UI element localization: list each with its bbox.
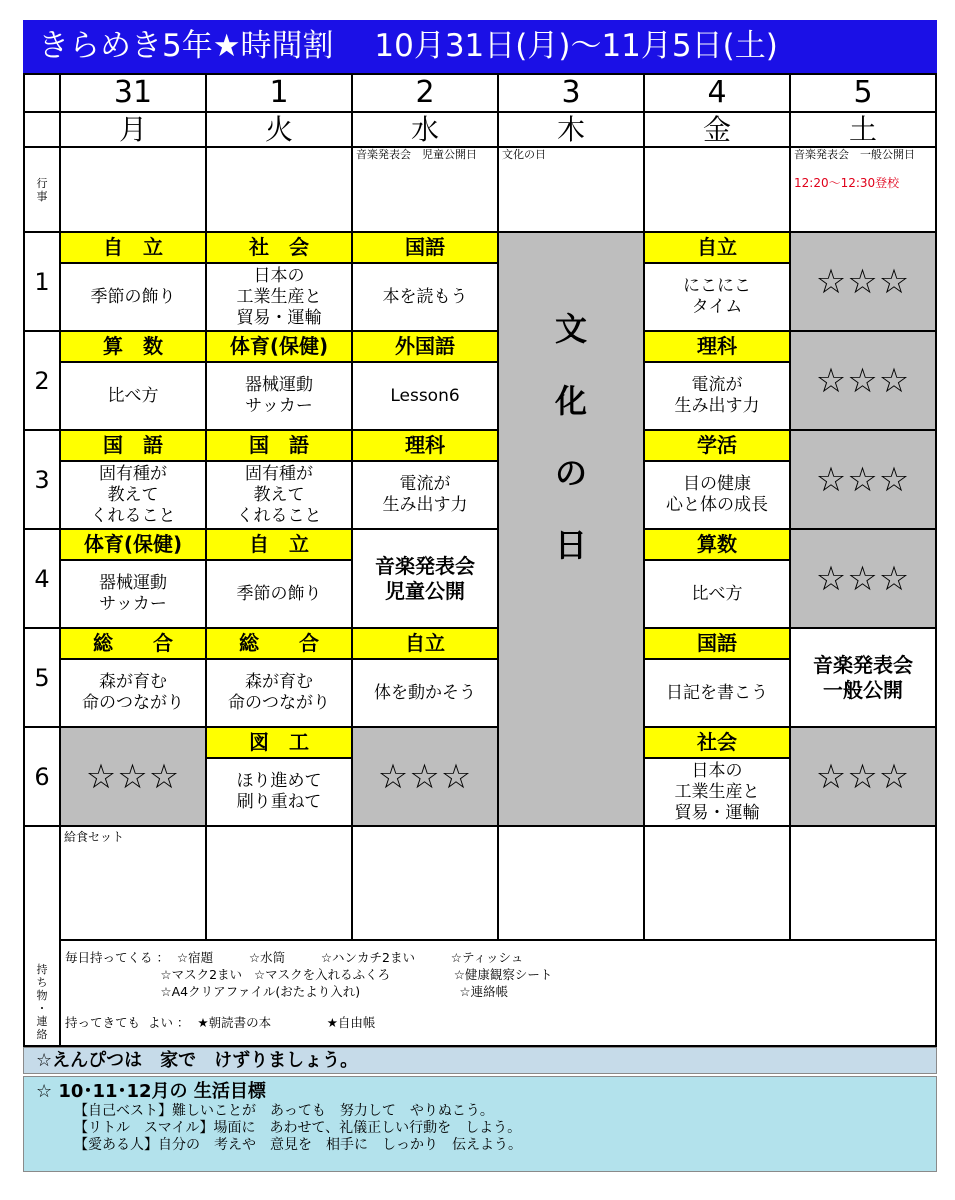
page-title: きらめき5年★時間割 10月31日(月)～11月5日(土) — [23, 20, 937, 73]
life-goal-3: 【愛ある人】自分の 考えや 意見を 相手に しっかり 伝えよう。 — [74, 1137, 522, 1153]
belongings-mon: 給食セット — [60, 826, 206, 940]
content-mon: 固有種が 教えて くれること — [60, 461, 206, 529]
daily-row — [24, 940, 936, 1046]
optional-items: 持ってきても よい ： ★朝読書の本 ★自由帳 — [65, 1015, 376, 1030]
subject-tue: 社 会 — [206, 232, 352, 263]
content-tue: 器械運動 サッカー — [206, 362, 352, 430]
holiday-char: 日 — [554, 526, 587, 564]
event-mon — [60, 147, 206, 232]
period-subject-row — [24, 628, 936, 659]
life-goals-title: ☆ 10･11･12月の 生活目標 — [36, 1081, 266, 1102]
life-goal-1: 【自己ベスト】難しいことが あっても 努力して やりぬこう。 — [74, 1103, 494, 1119]
weekday-wed: 水 — [352, 112, 498, 147]
subject-fri: 算数 — [644, 529, 790, 560]
belongings-fri — [644, 826, 790, 940]
date-fri: 4 — [644, 74, 790, 112]
empty-period-sat: ☆☆☆ — [790, 232, 936, 331]
periods-body — [24, 232, 936, 826]
subject-tue: 国 語 — [206, 430, 352, 461]
content-mon: 森が育む 命のつながり — [60, 659, 206, 727]
content-wed: 体を動かそう — [352, 659, 498, 727]
empty-period-sat: ☆☆☆ — [790, 727, 936, 826]
content-tue: 森が育む 命のつながり — [206, 659, 352, 727]
subject-wed: 理科 — [352, 430, 498, 461]
event-thu: 文化の日 — [498, 147, 644, 232]
period-number: 4 — [24, 529, 60, 628]
subject-tue: 体育(保健) — [206, 331, 352, 362]
corner-cell — [24, 74, 60, 112]
timetable — [23, 73, 937, 1047]
content-fri: 日記を書こう — [644, 659, 790, 727]
weekday-mon: 月 — [60, 112, 206, 147]
life-goal-2: 【リトル スマイル】場面に あわせて、礼儀正しい行動を しよう。 — [74, 1120, 522, 1136]
content-mon: 季節の飾り — [60, 263, 206, 331]
belongings-thu — [498, 826, 644, 940]
period-number: 2 — [24, 331, 60, 430]
pencil-note: ☆えんぴつは 家で けずりましょう。 — [23, 1047, 937, 1074]
belongings-wed — [352, 826, 498, 940]
empty-period-sat: ☆☆☆ — [790, 331, 936, 430]
period-subject-row — [24, 727, 936, 758]
empty-period-sat: ☆☆☆ — [790, 430, 936, 529]
subject-wed: 外国語 — [352, 331, 498, 362]
subject-tue: 総 合 — [206, 628, 352, 659]
holiday-char: 文 — [554, 310, 587, 348]
date-sat: 5 — [790, 74, 936, 112]
subject-tue: 図 工 — [206, 727, 352, 758]
subject-mon: 国 語 — [60, 430, 206, 461]
holiday-char: の — [554, 454, 587, 492]
subject-fri: 国語 — [644, 628, 790, 659]
period-subject-row — [24, 232, 936, 263]
event-tue — [206, 147, 352, 232]
empty-period-wed: ☆☆☆ — [352, 727, 498, 826]
weekday-row — [24, 112, 936, 147]
event-fri — [644, 147, 790, 232]
content-fri: 比べ方 — [644, 560, 790, 628]
period-subject-row — [24, 529, 936, 560]
subject-tue: 自 立 — [206, 529, 352, 560]
date-wed: 2 — [352, 74, 498, 112]
subject-mon: 算 数 — [60, 331, 206, 362]
subject-fri: 学活 — [644, 430, 790, 461]
event-sat-text: 音楽発表会 一般公開日 — [794, 148, 915, 161]
corner-cell — [24, 112, 60, 147]
belongings-tue — [206, 826, 352, 940]
event-sat-time: 12:20～12:30登校 — [794, 176, 900, 190]
subject-fri: 理科 — [644, 331, 790, 362]
period-number: 6 — [24, 727, 60, 826]
weekday-fri: 金 — [644, 112, 790, 147]
belongings-row — [24, 826, 936, 940]
events-row — [24, 147, 936, 232]
subject-mon: 自 立 — [60, 232, 206, 263]
content-sat: 音楽発表会 一般公開 — [790, 628, 936, 727]
subject-wed: 国語 — [352, 232, 498, 263]
content-fri: 電流が 生み出す力 — [644, 362, 790, 430]
content-wed: Lesson6 — [352, 362, 498, 430]
period-subject-row — [24, 430, 936, 461]
holiday-cell — [498, 232, 644, 826]
subject-wed: 自立 — [352, 628, 498, 659]
content-tue: 日本の 工業生産と 貿易・運輸 — [206, 263, 352, 331]
belongings-sat — [790, 826, 936, 940]
content-wed: 本を読もう — [352, 263, 498, 331]
subject-fri: 自立 — [644, 232, 790, 263]
period-number: 3 — [24, 430, 60, 529]
date-thu: 3 — [498, 74, 644, 112]
weekday-thu: 木 — [498, 112, 644, 147]
date-tue: 1 — [206, 74, 352, 112]
content-wed: 電流が 生み出す力 — [352, 461, 498, 529]
period-number: 5 — [24, 628, 60, 727]
daily-line-2: ☆マスク2まい ☆マスクを入れるふくろ ☆健康観察シート — [65, 967, 553, 982]
empty-period-sat: ☆☆☆ — [790, 529, 936, 628]
date-mon: 31 — [60, 74, 206, 112]
subject-mon: 体育(保健) — [60, 529, 206, 560]
event-sat — [790, 147, 936, 232]
daily-line-3: ☆A4クリアファイル(おたより入れ) ☆連絡帳 — [65, 984, 509, 999]
content-fri: 日本の 工業生産と 貿易・運輸 — [644, 758, 790, 826]
period-number: 1 — [24, 232, 60, 331]
holiday-char: 化 — [554, 382, 587, 420]
daily-line-1: 毎日持ってくる ： ☆宿題 ☆水筒 ☆ハンカチ2まい ☆ティッシュ — [65, 950, 524, 965]
content-tue: ほり進めて 刷り重ねて — [206, 758, 352, 826]
content-fri: 目の健康 心と体の成長 — [644, 461, 790, 529]
life-goals — [23, 1076, 937, 1172]
weekday-tue: 火 — [206, 112, 352, 147]
content-tue: 固有種が 教えて くれること — [206, 461, 352, 529]
event-wed: 音楽発表会 児童公開日 — [352, 147, 498, 232]
period-subject-row — [24, 331, 936, 362]
date-row — [24, 74, 936, 112]
weekday-sat: 土 — [790, 112, 936, 147]
content-wed: 音楽発表会 児童公開 — [352, 529, 498, 628]
events-label: 行 事 — [24, 147, 60, 232]
subject-fri: 社会 — [644, 727, 790, 758]
content-fri: にこにこ タイム — [644, 263, 790, 331]
subject-mon: 総 合 — [60, 628, 206, 659]
content-mon: 器械運動 サッカー — [60, 560, 206, 628]
daily-items — [60, 940, 936, 1046]
belongings-label: 持 ち 物 ・ 連 絡 — [24, 826, 60, 1046]
content-mon: 比べ方 — [60, 362, 206, 430]
content-tue: 季節の飾り — [206, 560, 352, 628]
empty-period-mon: ☆☆☆ — [60, 727, 206, 826]
